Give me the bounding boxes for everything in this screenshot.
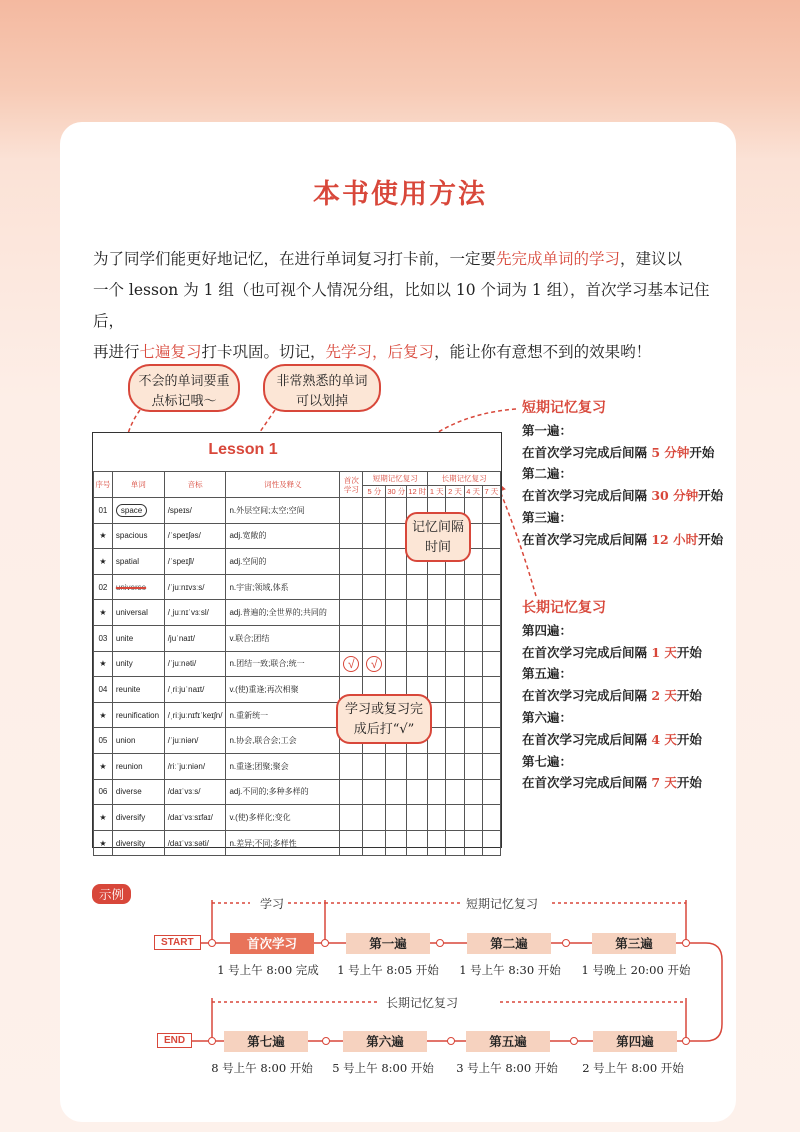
review-desc-val: 4 天: [651, 731, 677, 747]
tip-bubble-mark: 不会的单词要重点标记哦～: [128, 364, 240, 412]
row-number: 03: [94, 625, 113, 651]
review-desc-val: 7 天: [651, 775, 677, 791]
review-desc-val: 2 天: [651, 688, 677, 704]
col-long: 长期记忆复习: [428, 472, 501, 486]
long-review-title: 长期记忆复习: [522, 600, 606, 616]
intro-text-3-mid: 打卡巩固。切记，: [201, 343, 326, 361]
row-phonetic: /ˌjuːnɪˈvɜːsl/: [164, 600, 226, 626]
intro-text-1-end: ，建议以: [620, 250, 683, 268]
word-text: reunification: [115, 710, 160, 720]
word-text: unity: [115, 659, 133, 669]
word-text: universal: [115, 608, 148, 618]
col-study: 首次学习: [340, 472, 363, 498]
col-interval: 2 天: [446, 486, 464, 498]
intro-highlight-2: 七遍复习: [139, 343, 202, 361]
flow-dot: [322, 1037, 330, 1045]
intro-highlight-1: 先完成单词的学习: [496, 250, 621, 268]
review-pass-label: 第六遍：: [522, 709, 573, 725]
row-definition: n.外层空间;太空;空间: [226, 498, 340, 524]
row-phonetic: /daɪˈvɜːs/: [164, 779, 226, 805]
col-interval: 7 天: [482, 486, 500, 498]
row-phonetic: /ˌriːjuːnɪfɪˈkeɪʃn/: [164, 702, 226, 728]
review-desc-pre: 在首次学习完成后间隔: [522, 444, 652, 460]
row-number: 06: [94, 779, 113, 805]
long-label: 长期记忆复习: [383, 994, 461, 1011]
word-text: diversify: [115, 812, 146, 822]
row-definition: v.(使)重逢;再次相聚: [226, 677, 340, 703]
row-definition: v.联合;团结: [226, 625, 340, 651]
time-label: 1 号上午 8:30 开始: [459, 963, 561, 977]
row-phonetic: /daɪˈvɜːsɪfaɪ/: [164, 805, 226, 831]
col-interval: 5 分: [363, 486, 386, 498]
word-text: reunion: [115, 761, 143, 771]
review-desc-val: 30 分钟: [651, 488, 699, 504]
review-pass-label: 第二遍：: [522, 466, 573, 482]
review-pass-label: 第一遍：: [522, 422, 573, 438]
short-label: 短期记忆复习: [463, 895, 541, 912]
review-desc-pre: 在首次学习完成后间隔: [522, 775, 652, 791]
col-no: 序号: [94, 472, 113, 498]
review-desc-post: 开始: [676, 688, 702, 704]
time-label: 1 号上午 8:05 开始: [337, 963, 439, 977]
intro-text-3: 再进行: [93, 343, 140, 361]
check-mark: √: [343, 656, 359, 672]
row-definition: n.重逢;团聚;聚会: [226, 753, 340, 779]
flow-dot: [447, 1037, 455, 1045]
time-label: 5 号上午 8:00 开始: [332, 1061, 434, 1075]
row-phonetic: /ˈjuːniən/: [164, 728, 226, 754]
row-number: ★: [94, 805, 113, 831]
time-label: 8 号上午 8:00 开始: [211, 1061, 313, 1075]
row-definition: adj.不同的;多种多样的: [226, 779, 340, 805]
row-definition: n.差异;不同;多样性: [226, 830, 340, 856]
tip-bubble-strike: 非常熟悉的单词可以划掉: [263, 364, 381, 412]
step-review-1: 第一遍: [346, 933, 430, 954]
word-text: unite: [115, 633, 134, 643]
review-pass-label: 第七遍：: [522, 753, 573, 769]
row-definition: n.团结一致;联合;统一: [226, 651, 340, 677]
word-text: space: [116, 504, 147, 517]
step-review-6: 第六遍: [343, 1031, 427, 1052]
flow-dot: [208, 1037, 216, 1045]
review-desc-val: 12 小时: [651, 531, 699, 547]
check-mark: √: [366, 656, 382, 672]
row-phonetic: /riːˈjuːniən/: [164, 753, 226, 779]
col-interval: 30 分: [387, 487, 406, 496]
step-review-2: 第二遍: [467, 933, 551, 954]
review-desc-val: 1 天: [651, 644, 677, 660]
step-first-study: 首次学习: [230, 933, 314, 954]
word-text: spatial: [115, 556, 139, 566]
review-pass-label: 第四遍：: [522, 622, 573, 638]
row-number: ★: [94, 600, 113, 626]
intro-text-2: 一个 lesson 为 1 组（也可视个人情况分组，比如以 10 个词为 1 组），首次学习基本记住后，: [93, 281, 710, 330]
flow-dot: [208, 939, 216, 947]
row-number: 01: [94, 498, 113, 524]
time-label: 2 号上午 8:00 开始: [582, 1061, 684, 1075]
example-tag: 示例: [92, 884, 131, 904]
time-label: 1 号上午 8:00 完成: [217, 963, 319, 977]
row-definition: n.宇宙;领域,体系: [226, 574, 340, 600]
row-number: ★: [94, 753, 113, 779]
row-definition: n.重新统一: [226, 702, 340, 728]
tip-bubble-check: 学习或复习完成后打“√”: [336, 694, 432, 744]
review-desc-post: 开始: [698, 531, 724, 547]
review-desc-post: 开始: [689, 444, 715, 460]
col-def: 词性及释义: [226, 472, 340, 498]
row-definition: adj.普遍的;全世界的;共同的: [226, 600, 340, 626]
flow-dot: [570, 1037, 578, 1045]
col-short: 短期记忆复习: [363, 472, 428, 486]
row-number: 02: [94, 574, 113, 600]
intro-text-1: 为了同学们能更好地记忆，在进行单词复习打卡前，一定要: [93, 250, 497, 268]
lesson-title: Lesson 1: [208, 441, 278, 458]
word-text: universe: [115, 582, 147, 592]
row-number: ★: [94, 702, 113, 728]
study-label: 学习: [257, 895, 287, 912]
row-definition: v.(使)多样化;变化: [226, 805, 340, 831]
review-desc-pre: 在首次学习完成后间隔: [522, 644, 652, 660]
review-desc-val: 5 分钟: [651, 444, 690, 460]
step-review-5: 第五遍: [466, 1031, 550, 1052]
review-pass-label: 第五遍：: [522, 666, 573, 682]
start-label: START: [154, 935, 201, 950]
word-text: diverse: [115, 787, 142, 797]
page-title: 本书使用方法: [313, 179, 487, 210]
col-interval: 12 时: [408, 487, 427, 496]
col-word: 单词: [112, 472, 164, 498]
flow-dot: [562, 939, 570, 947]
row-number: ★: [94, 523, 113, 549]
review-desc-post: 开始: [676, 644, 702, 660]
step-review-7: 第七遍: [224, 1031, 308, 1052]
row-phonetic: /ˈspeɪʃəs/: [164, 523, 226, 549]
row-definition: adj.宽敞的: [226, 523, 340, 549]
word-text: diversity: [115, 838, 146, 848]
review-desc-pre: 在首次学习完成后间隔: [522, 731, 652, 747]
row-number: ★: [94, 549, 113, 575]
row-phonetic: /ˈjuːnɪvɜːs/: [164, 574, 226, 600]
review-desc-pre: 在首次学习完成后间隔: [522, 488, 652, 504]
tip-bubble-interval: 记忆间隔时间: [405, 512, 471, 562]
intro-highlight-3: 先学习，后复习: [325, 343, 435, 361]
step-review-3: 第三遍: [592, 933, 676, 954]
time-label: 3 号上午 8:00 开始: [456, 1061, 558, 1075]
row-number: 05: [94, 728, 113, 754]
review-desc-pre: 在首次学习完成后间隔: [522, 688, 652, 704]
row-phonetic: /juˈnaɪt/: [164, 625, 226, 651]
end-label: END: [157, 1033, 192, 1048]
col-interval: 4 天: [464, 486, 482, 498]
review-desc-pre: 在首次学习完成后间隔: [522, 531, 652, 547]
flow-dot: [321, 939, 329, 947]
flow-dot: [682, 1037, 690, 1045]
time-label: 1 号晚上 20:00 开始: [581, 963, 691, 977]
step-review-4: 第四遍: [593, 1031, 677, 1052]
row-phonetic: /daɪˈvɜːsəti/: [164, 830, 226, 856]
word-text: reunite: [115, 684, 141, 694]
short-review-title: 短期记忆复习: [522, 400, 606, 416]
flow-dot: [682, 939, 690, 947]
review-desc-post: 开始: [676, 775, 702, 791]
row-phonetic: /ˈspeɪʃl/: [164, 549, 226, 575]
review-desc-post: 开始: [676, 731, 702, 747]
row-definition: n.协会,联合会;工会: [226, 728, 340, 754]
flow-dot: [436, 939, 444, 947]
row-number: 04: [94, 677, 113, 703]
row-number: ★: [94, 830, 113, 856]
review-pass-label: 第三遍：: [522, 509, 573, 525]
row-number: ★: [94, 651, 113, 677]
row-phonetic: /speɪs/: [164, 498, 226, 524]
row-phonetic: /ˈjuːnəti/: [164, 651, 226, 677]
review-desc-post: 开始: [698, 488, 724, 504]
word-text: union: [115, 736, 136, 746]
word-text: spacious: [115, 531, 148, 541]
row-phonetic: /ˌriːjuˈnaɪt/: [164, 677, 226, 703]
row-definition: adj.空间的: [226, 549, 340, 575]
col-interval: 1 天: [428, 486, 446, 498]
col-phonetic: 音标: [164, 472, 226, 498]
intro-text-3-end: ，能让你有意想不到的效果哟！: [434, 343, 652, 361]
